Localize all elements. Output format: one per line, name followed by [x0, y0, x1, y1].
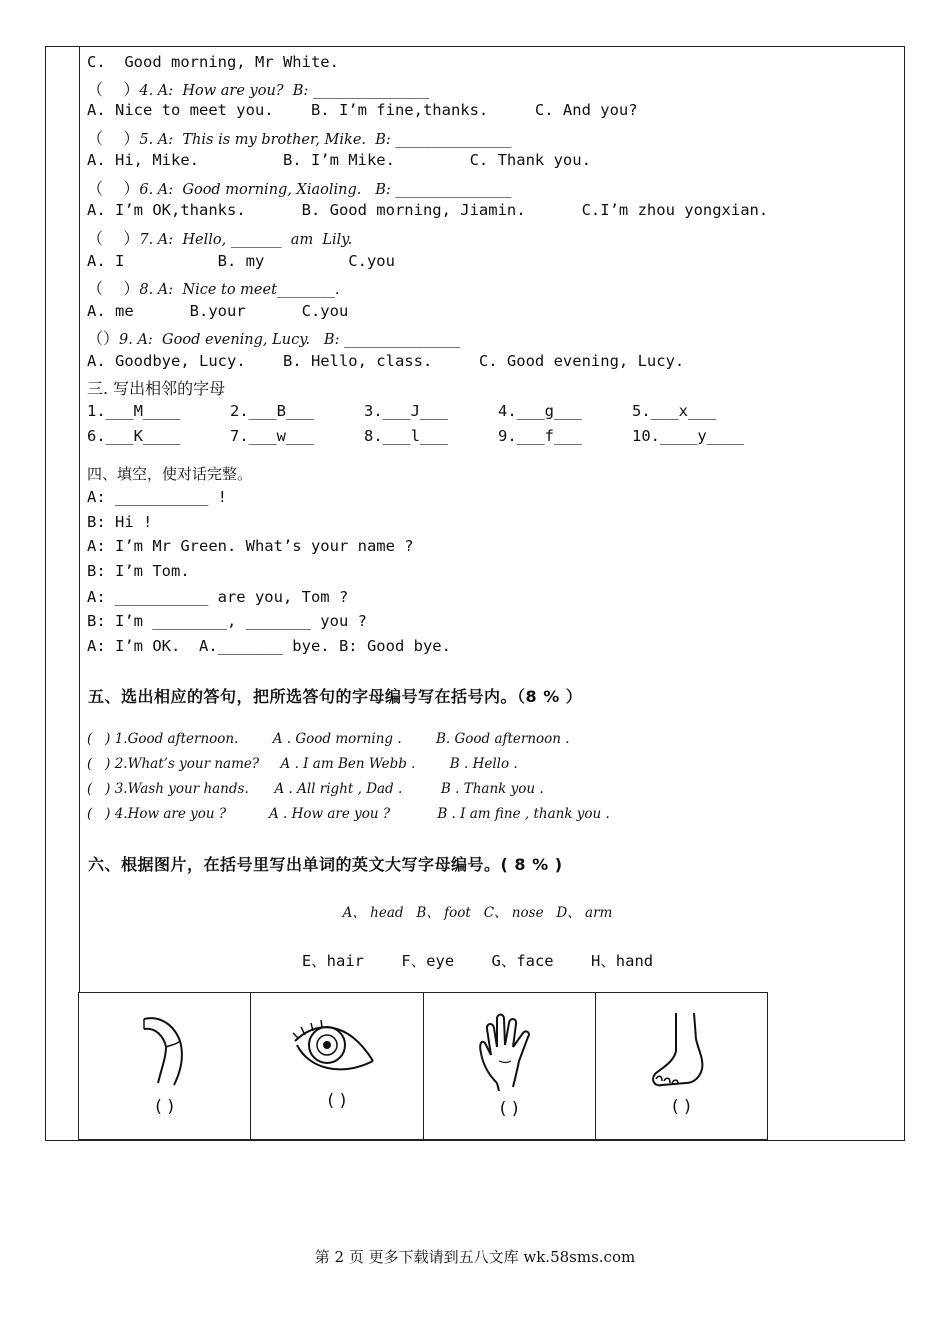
q8-text: 8. A: Nice to meet________. [139, 282, 340, 298]
matching-item: ( ) 2.What’s your name? A . I am Ben Webb . B . Hello . [87, 756, 518, 772]
letter-item: 4.___g___ [498, 402, 582, 420]
q6-options: A. I’m OK,thanks. B. Good morning, Jiamin. C.I’m zhou yongxian. [87, 201, 769, 219]
q9-options: A. Goodbye, Lucy. B. Hello, class. C. Good evening, Lucy. [87, 352, 685, 370]
q4-options: A. Nice to meet you. B. I’m fine,thanks. C. And you? [87, 101, 638, 119]
q9-text: 9. A: Good evening, Lucy. B: ________________ [119, 332, 461, 348]
word-bank-line-1: A、 head B、 foot C、 nose D、 arm [342, 905, 613, 921]
dialog-line: A: __________ are you, Tom ? [87, 588, 349, 606]
q7-text: 7. A: Hello, _______ am Lily. [139, 232, 353, 248]
matching-item: ( ) 4.How are you ? A . How are you ? B . I am fine , thank you . [87, 806, 610, 822]
answer-bracket: （ ） [87, 279, 140, 298]
picture-cell-hand [424, 993, 596, 1139]
picture-cell-eye [251, 993, 423, 1139]
answer-bracket: （ ） [87, 80, 140, 99]
dialog-line: B: Hi ! [87, 513, 153, 531]
left-margin-rule [79, 47, 80, 993]
letter-item: 5.___x___ [632, 402, 716, 420]
letter-item: 1.___M____ [87, 402, 181, 420]
dialog-line: B: I’m ________, _______ you ? [87, 612, 367, 630]
part6-title: 六、根据图片，在括号里写出单词的英文大写字母编号。( 8 % ) [88, 855, 563, 874]
dialog-line: B: I’m Tom. [87, 562, 190, 580]
letter-item: 8.___l___ [364, 427, 448, 445]
letter-item: 6.___K____ [87, 427, 181, 445]
q8-options: A. me B.your C.you [87, 302, 349, 320]
answer-bracket: （ ） [87, 129, 140, 148]
letter-item: 10.____y____ [632, 427, 744, 445]
dialog-line: A: I’m OK. A._______ bye. B: Good bye. [87, 637, 451, 655]
q6-prompt [87, 176, 511, 199]
q7-prompt [87, 226, 352, 249]
picture-cell-foot [596, 993, 767, 1139]
answer-bracket: （ ） [87, 179, 140, 198]
q8-prompt [87, 276, 340, 299]
matching-item: ( ) 1.Good afternoon. A . Good morning . B. Good afternoon . [87, 731, 570, 747]
part5-title: 五、选出相应的答句，把所选答句的字母编号写在括号内。（8 % ） [88, 687, 583, 706]
q5-options: A. Hi, Mike. B. I’m Mike. C. Thank you. [87, 151, 591, 169]
letter-item: 7.___w___ [230, 427, 314, 445]
picture-cell-arm [79, 993, 251, 1139]
answer-bracket: ( ) [672, 1097, 691, 1117]
answer-bracket: （ ） [87, 229, 140, 248]
answer-bracket: ( ) [499, 1099, 519, 1119]
letter-item: 3.___J___ [364, 402, 448, 420]
q9-prompt [87, 326, 460, 349]
page-footer: 第 2 页 更多下载请到五八文库 wk.58sms.com [314, 1248, 636, 1266]
q3-option-c: C. Good morning, Mr White. [87, 53, 339, 71]
letter-item: 9.___f___ [498, 427, 582, 445]
q5-text: 5. A: This is my brother, Mike. B: ________________ [139, 132, 512, 148]
word-bank-line-2: E、hair F、eye G、face H、hand [301, 952, 654, 970]
eye-icon [287, 1011, 387, 1091]
picture-table [78, 992, 768, 1140]
arm-icon [130, 1011, 200, 1091]
part3-title: 三. 写出相邻的字母 [87, 379, 226, 398]
answer-bracket: ( ) [327, 1091, 347, 1111]
part4-title: 四、填空，使对话完整。 [87, 465, 253, 483]
answer-bracket: ( ) [155, 1097, 174, 1117]
hand-icon [469, 1005, 549, 1095]
letter-item: 2.___B___ [230, 402, 314, 420]
q6-text: 6. A: Good morning, Xiaoling. B: ________________ [139, 182, 512, 198]
q5-prompt [87, 126, 511, 149]
q4-prompt [87, 77, 429, 100]
answer-bracket: （） [87, 329, 120, 348]
q4-text: 4. A: How are you? B: ________________ [139, 83, 429, 99]
matching-item: ( ) 3.Wash your hands. A . All right , Dad . B . Thank you . [87, 781, 544, 797]
dialog-line: A: I’m Mr Green. What’s your name ? [87, 537, 414, 555]
foot-icon [646, 1003, 716, 1093]
q7-options: A. I B. my C.you [87, 252, 395, 270]
dialog-line: A: __________ ! [87, 488, 227, 506]
